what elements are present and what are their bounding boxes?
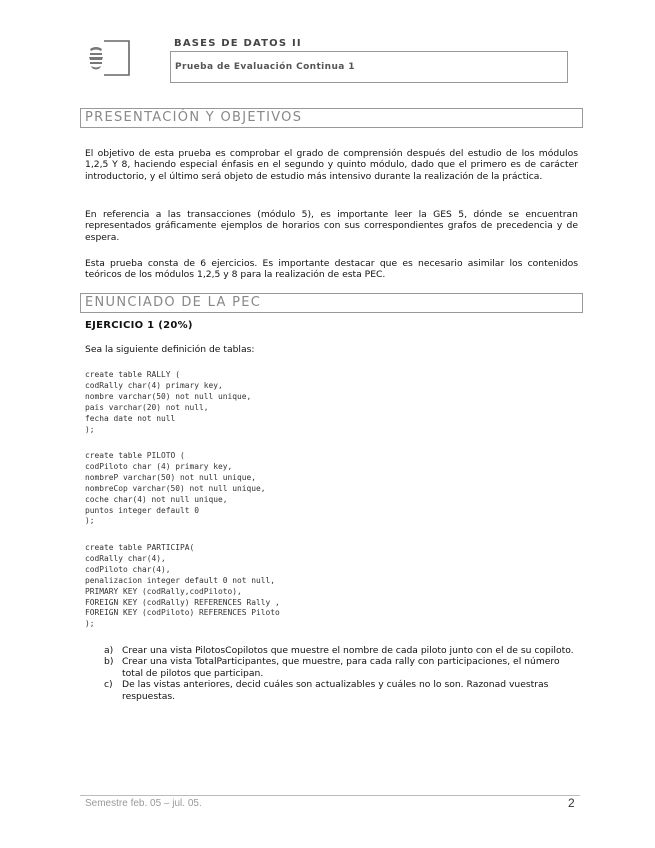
question-item bbox=[104, 656, 580, 679]
exercise-title: EJERCICIO 1 (20%) bbox=[85, 320, 193, 331]
question-marker: c) bbox=[104, 679, 113, 691]
paragraph-objective: El objetivo de esta prueba es comprobar el grado de comprensión después del estudio de los módulos 1,2,5 Y 8, haciendo especial énfasis en el segundo y quinto módulo, dado que el primero es de carácter introductorio, y el último será objeto de estudio más intensivo durante la realización de la práctica. bbox=[85, 148, 578, 182]
exercise-intro: Sea la siguiente definición de tablas: bbox=[85, 344, 255, 355]
course-title: BASES DE DATOS II bbox=[174, 38, 302, 49]
section-title-presentation: PRESENTACIÓN Y OBJETIVOS bbox=[80, 108, 583, 128]
paragraph-structure: Esta prueba consta de 6 ejercicios. Es importante destacar que es necesario asimilar los contenidos teóricos de los módulos 1,2,5 y 8 para la realización de esta PEC. bbox=[85, 258, 578, 281]
paragraph-transactions: En referencia a las transacciones (módulo 5), es importante leer la GES 5, dónde se encuentran representados gráficamente ejemplos de horarios con sus correspondientes grafos de precedencia y de espera. bbox=[85, 209, 578, 243]
document-subtitle-box bbox=[170, 51, 568, 83]
question-text: De las vistas anteriores, decid cuáles son actualizables y cuáles no lo son. Razonad vuestras respuestas. bbox=[122, 679, 549, 702]
footer-semester: Semestre feb. 05 – jul. 05. bbox=[85, 798, 202, 809]
question-list bbox=[104, 645, 580, 702]
question-text: Crear una vista TotalParticipantes, que muestre, para cada rally con participaciones, el número total de pilotos que participan. bbox=[122, 656, 560, 679]
section-title-statement: ENUNCIADO DE LA PEC bbox=[80, 293, 583, 313]
question-marker: a) bbox=[104, 645, 114, 656]
question-item bbox=[104, 645, 580, 656]
code-block-rally: create table RALLY ( codRally char(4) primary key, nombre varchar(50) not null unique, pais varchar(20) not null, fecha date not null ); bbox=[85, 370, 252, 434]
footer-divider bbox=[80, 795, 580, 796]
page-number: 2 bbox=[568, 796, 575, 810]
code-block-participa: create table PARTICIPA( codRally char(4), codPiloto char(4), penalizacion integer default 0 not null, PRIMARY KEY (codRally,codPiloto), FOREIGN KEY (codRally) REFERENCES Rally , FOREIGN KEY (codPiloto) REFERENCES Piloto ); bbox=[85, 543, 280, 629]
code-block-piloto: create table PILOTO ( codPiloto char (4) primary key, nombreP varchar(50) not null unique, nombreCop varchar(50) not null unique, coche char(4) not null unique, puntos integer default 0 ); bbox=[85, 451, 266, 526]
question-item bbox=[104, 679, 580, 702]
university-logo-icon bbox=[82, 40, 130, 76]
question-text: Crear una vista PilotosCopilotos que muestre el nombre de cada piloto junto con el de su copiloto. bbox=[122, 645, 574, 656]
question-marker: b) bbox=[104, 656, 114, 668]
document-subtitle: Prueba de Evaluación Continua 1 bbox=[175, 62, 355, 72]
